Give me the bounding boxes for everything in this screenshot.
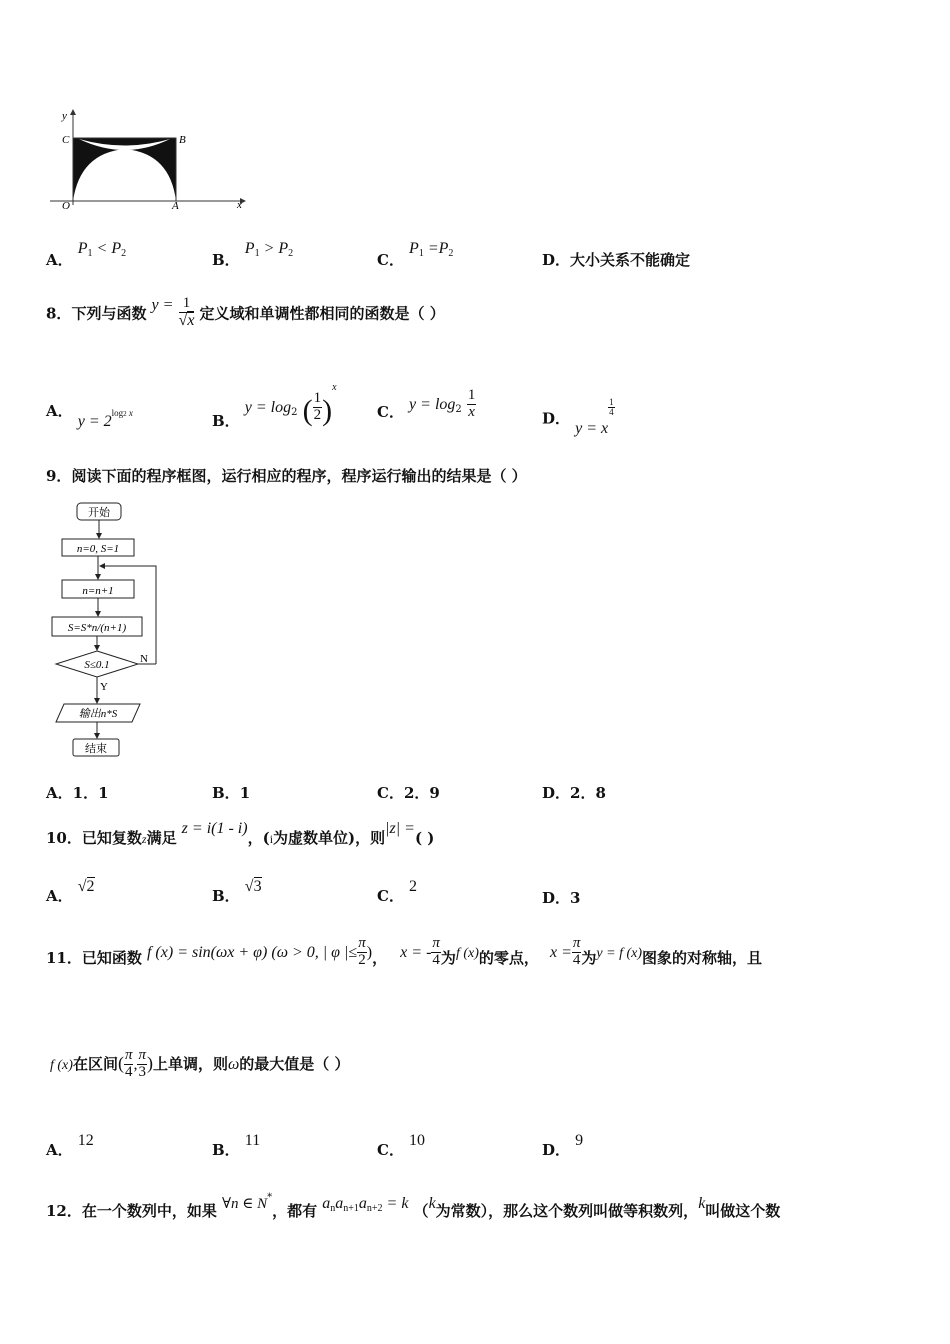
q10-stem: 10．已知复数$_z$满足 z = i(1 - i)，($_i$为虚数单位)，则|z| =( ) (46, 820, 435, 847)
q7-option-a[interactable]: A． $P_1 < P_2$ (46, 240, 127, 269)
label-a: A (172, 200, 179, 212)
q9-stem: 9．阅读下面的程序框图，运行相应的程序，程序运行输出的结果是（ ） (46, 467, 527, 485)
flow-no-label: N (140, 653, 148, 665)
flow-step2-text: S=S*n/(n+1) (67, 622, 127, 634)
q11-stem-line2: f (x)在区间( $\frac{\pi}{4}$ , $\frac{\pi}{3}$ )上单调，则ω的最大值是（ ） (50, 1047, 350, 1080)
label-y: y (62, 110, 67, 122)
q9-option-d[interactable]: D．2．8 (542, 784, 606, 802)
q10-option-c[interactable]: C． 2 (377, 878, 418, 905)
flow-cond-text: S≤0.1 (84, 659, 110, 671)
flow-output-text: 输出n*S (78, 708, 118, 720)
q7-option-b[interactable]: B． $P_1 > P_2$ (212, 240, 294, 269)
q8-option-b[interactable]: B． $y = \log_2$ ( $\frac{1}{2}$ )$^x$ (212, 382, 337, 430)
q12-stem: 12．在一个数列中，如果 ∀n ∈ N*，都有 $a_na_{n+1}a_{n+2} = k$ （k为常数），那么这个数列叫做等积数列，k叫做这个数 (46, 1192, 781, 1220)
q11-stem-line1: 11．已知函数 f (x) = sin(ωx + φ) (ω > 0, | φ |≤ $\frac{\pi}{2}$ )， x = - $\frac{\pi}{4}$ 为f (x)的零点， x = $\frac{\pi}{4}$ 为y = f (x)图象的对称轴，且 (46, 935, 763, 968)
q7-figure (45, 105, 255, 215)
q9-option-b[interactable]: B．1 (212, 784, 251, 802)
label-c: C (62, 134, 70, 146)
q11-option-c[interactable]: C． 10 (377, 1132, 426, 1159)
flow-end-text: 结束 (85, 743, 107, 755)
q8-option-a[interactable]: A． y = 2log2 x (46, 402, 133, 430)
q10-option-a[interactable]: A． √2 (46, 878, 95, 905)
q11-option-d[interactable]: D． 9 (542, 1132, 584, 1159)
q8-stem: 8．下列与函数 y = $\frac{1}{√x}$ 定义域和单调性都相同的函数是（ ） (46, 295, 445, 329)
q11-option-a[interactable]: A． 12 (46, 1132, 94, 1159)
q10-option-d[interactable]: D．3 (542, 889, 581, 907)
flow-init-text: n=0, S=1 (76, 543, 120, 555)
q7-option-c[interactable]: C． $P_1 =P_2$ (377, 240, 454, 269)
label-o: O (62, 200, 70, 212)
q7-option-d[interactable]: D．大小关系不能确定 (542, 251, 691, 269)
q9-flowchart (50, 500, 170, 765)
flow-yes-label: Y (100, 681, 108, 693)
flow-start-text: 开始 (88, 507, 110, 519)
q10-option-b[interactable]: B． √3 (212, 878, 262, 905)
flow-step1-text: n=n+1 (82, 585, 114, 597)
q8-option-c[interactable]: C． $y = \log_2$ $\frac{1}{x}$ (377, 387, 476, 421)
label-x: x (237, 199, 242, 211)
label-b: B (179, 134, 186, 146)
q9-option-c[interactable]: C．2．9 (377, 784, 440, 802)
q9-option-a[interactable]: A．1．1 (46, 784, 109, 802)
q11-option-b[interactable]: B． 11 (212, 1132, 261, 1159)
q8-option-d[interactable]: D． y = x $\frac{1}{4}$ (542, 397, 614, 438)
